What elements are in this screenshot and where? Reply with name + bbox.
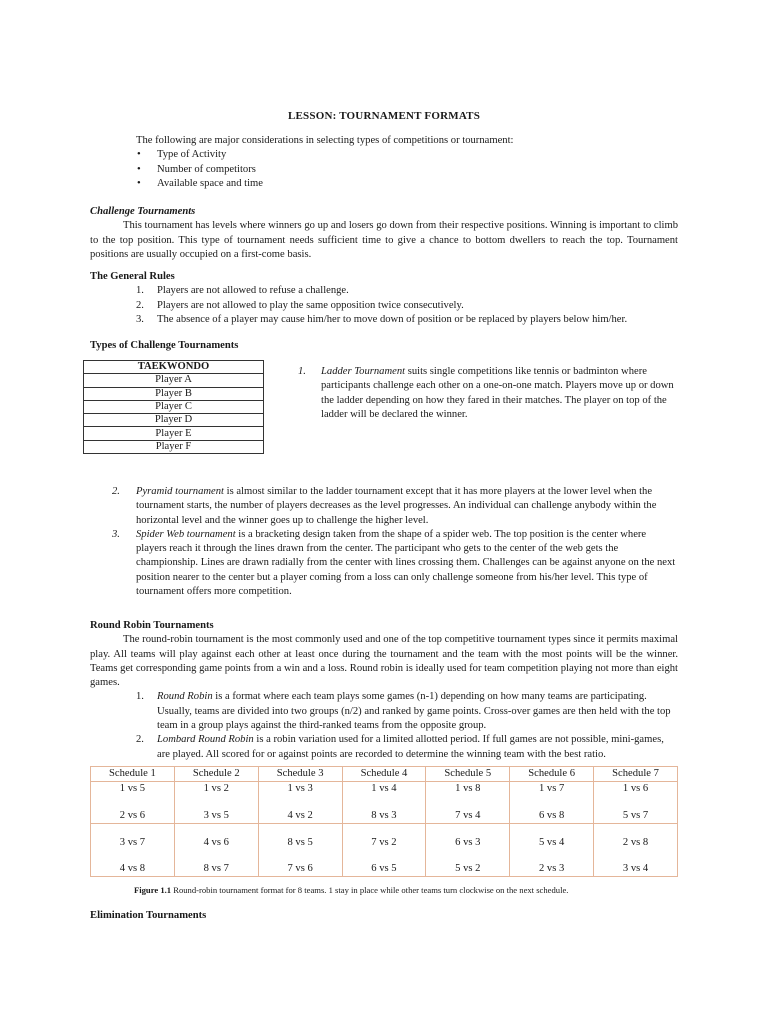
list-number: 2. — [112, 486, 120, 497]
match-top: 2 vs 8 — [622, 837, 649, 849]
table-cell — [258, 824, 342, 877]
match-top: 6 vs 3 — [455, 837, 481, 849]
match-top: 1 vs 3 — [287, 783, 313, 795]
table-cell — [510, 782, 594, 824]
table-cell — [258, 782, 342, 824]
rules-heading: The General Rules — [90, 271, 175, 282]
rule-text: Players are not allowed to play the same opposition twice consecutively. — [157, 299, 464, 311]
table-row — [91, 782, 678, 824]
match-bottom: 8 vs 7 — [203, 863, 229, 875]
list-item: • Available space and time — [90, 177, 678, 191]
list-number: 1. — [136, 691, 144, 703]
description: suits single competitions like tennis or badminton where participants challenge each other on a one-on-one match. Players move up or down the ladder depending on how they fared in their matches. The player on top of the ladder will be declared the winner. — [321, 366, 674, 420]
match-bottom: 3 vs 4 — [622, 863, 649, 875]
table-cell: Player E — [84, 427, 264, 440]
match-bottom: 7 vs 6 — [287, 863, 313, 875]
match-top: 1 vs 8 — [455, 783, 481, 795]
description: is a robin variation used for a limited allotted period. If full games are not possible, mini-games, are played. All scored for or against points are recorded to determine the winning team with the best ratio. — [157, 734, 664, 760]
table-cell: Player F — [84, 440, 264, 453]
table-header: Schedule 7 — [594, 767, 678, 782]
table-cell: Player B — [84, 387, 264, 400]
table-cell: Player D — [84, 414, 264, 427]
table-header: Schedule 5 — [426, 767, 510, 782]
list-item — [90, 299, 678, 313]
rules-list — [90, 284, 678, 327]
match-top: 7 vs 2 — [371, 837, 397, 849]
round-robin-list — [90, 690, 678, 761]
list-item: • Number of competitors — [90, 163, 678, 177]
table-cell — [426, 782, 510, 824]
description: is a bracketing design taken from the shape of a spider web. The top position is the center where players reach it through the lines drawn from the center. The participant who gets to the center of the web gets the championship. Lines are drawn radially from the center with lines crossing them. Challenges can be against anyone on the next position nearer to the center but a player coming from a loss can only challenge someone from his/her level. This type of tournament offers more competition. — [136, 528, 676, 598]
types-section — [90, 339, 678, 353]
list-number: 2. — [136, 734, 144, 746]
table-cell — [426, 824, 510, 877]
description: is a format where each team plays some games (n-1) depending on how many teams are participating. Usually, teams are divided into two groups (n/2) and ranked by game points. Cross-over games are then held with the top team in a group plays against the third-ranked teams from the opposite group. — [157, 691, 671, 732]
round-robin-section — [90, 619, 678, 762]
list-item — [90, 690, 678, 733]
list-item — [90, 284, 678, 298]
rules-section — [90, 270, 678, 327]
match-bottom: 5 vs 7 — [622, 810, 649, 822]
table-header: TAEKWONDO — [84, 361, 264, 374]
term: Lombard Round Robin — [157, 734, 254, 746]
term: Round Robin — [157, 691, 213, 703]
match-bottom: 7 vs 4 — [455, 810, 481, 822]
figure-caption — [134, 885, 568, 896]
match-bottom: 6 vs 8 — [538, 810, 565, 822]
list-number: 3. — [136, 313, 144, 325]
elimination-heading: Elimination Tournaments — [90, 910, 207, 921]
match-top: 3 vs 7 — [119, 837, 146, 849]
match-bottom: 5 vs 2 — [455, 863, 481, 875]
list-item — [90, 528, 678, 599]
types-list — [90, 485, 678, 599]
table-header: Schedule 1 — [91, 767, 175, 782]
round-robin-paragraph: The round-robin tournament is the most commonly used and one of the top competitive tournament types since it permits maximal play. All teams will play against each other at least once during the tournament and the team with the most points will be the winner. Teams get corresponding game points from a win and a loss. Round robin is ideally used for team competition playing not more than eight games. — [90, 634, 678, 689]
term: Pyramid tournament — [136, 486, 224, 497]
rule-text: Players are not allowed to refuse a challenge. — [157, 285, 349, 297]
list-item: • Type of Activity — [90, 148, 678, 162]
table-cell — [594, 824, 678, 877]
match-bottom: 4 vs 8 — [119, 863, 146, 875]
table-cell — [174, 824, 258, 877]
intro-section — [90, 134, 678, 191]
list-number: 2. — [136, 299, 144, 311]
table-header-row — [91, 767, 678, 782]
table-header: Schedule 3 — [258, 767, 342, 782]
match-top: 1 vs 2 — [203, 783, 229, 795]
match-top: 1 vs 4 — [371, 783, 397, 795]
list-item — [90, 733, 678, 762]
table-cell — [91, 782, 175, 824]
match-bottom: 2 vs 6 — [119, 810, 146, 822]
description: is almost similar to the ladder tournament except that it has more players at the lower level when the tournament starts, the number of players decreases as the level progresses. An individual can challenge anybody within the horizontal level and the winner goes up to challenge the higher level. — [136, 486, 657, 526]
types-heading: Types of Challenge Tournaments — [90, 340, 239, 351]
match-top: 1 vs 6 — [622, 783, 649, 795]
tournament-types-list — [90, 485, 678, 599]
match-top: 1 vs 5 — [119, 783, 146, 795]
match-bottom: 4 vs 2 — [287, 810, 313, 822]
list-item — [90, 313, 678, 327]
list-number: 1. — [136, 285, 144, 297]
challenge-paragraph: This tournament has levels where winners go up and losers go down from their respective positions. Winning is important to climb to the top position. This type of tournament needs sufficient time to give a chance to bottom dwellers to reach the top. Tournament positions are usually occupied on a first-come basis. — [90, 220, 678, 260]
page-title: LESSON: TOURNAMENT FORMATS — [287, 110, 481, 122]
challenge-heading: Challenge Tournaments — [90, 206, 196, 217]
table-cell: Player A — [84, 374, 264, 387]
ladder-item — [298, 365, 680, 422]
table-cell — [510, 824, 594, 877]
list-item — [90, 485, 678, 528]
table-cell — [174, 782, 258, 824]
caption-text: Round-robin tournament format for 8 teams. 1 stay in place while other teams turn clockwise on the next schedule. — [171, 885, 569, 895]
consideration-list — [90, 148, 678, 191]
match-bottom: 2 vs 3 — [538, 863, 565, 875]
schedule-table — [90, 766, 678, 877]
table-header: Schedule 6 — [510, 767, 594, 782]
match-top: 5 vs 4 — [538, 837, 565, 849]
match-top: 1 vs 7 — [538, 783, 565, 795]
match-bottom: 3 vs 5 — [203, 810, 229, 822]
challenge-section — [90, 205, 678, 262]
intro-lead: The following are major considerations in selecting types of competitions or tournament: — [136, 135, 514, 146]
list-number: 1. — [298, 366, 306, 377]
table-cell: Player C — [84, 400, 264, 413]
term: Spider Web tournament — [136, 528, 236, 540]
round-robin-heading: Round Robin Tournaments — [90, 620, 214, 631]
term: Ladder Tournament — [321, 366, 406, 377]
table-cell — [342, 782, 426, 824]
match-bottom: 8 vs 3 — [371, 810, 397, 822]
table-cell — [91, 824, 175, 877]
ladder-text — [298, 365, 680, 422]
match-top: 8 vs 5 — [287, 837, 313, 849]
table-header: Schedule 4 — [342, 767, 426, 782]
taekwondo-ladder-table — [83, 360, 264, 454]
match-bottom: 6 vs 5 — [371, 863, 397, 875]
table-row — [91, 824, 678, 877]
match-top: 4 vs 6 — [203, 837, 229, 849]
table-cell — [594, 782, 678, 824]
caption-label: Figure 1.1 — [134, 885, 172, 895]
table-header: Schedule 2 — [174, 767, 258, 782]
list-number: 3. — [112, 528, 120, 540]
rule-text: The absence of a player may cause him/her to move down of position or be replaced by players below him/her. — [157, 313, 628, 325]
table-cell — [342, 824, 426, 877]
